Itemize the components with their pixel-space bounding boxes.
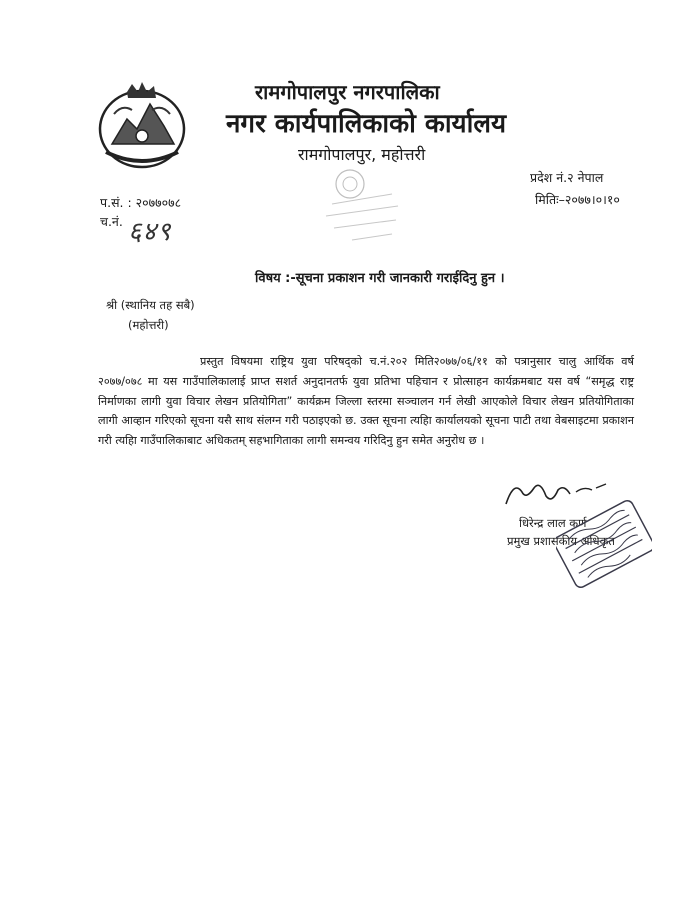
fiscal-year-reference: प.सं. : २०७७०७८	[100, 195, 182, 210]
dispatch-label: च.नं.	[100, 214, 123, 229]
letter-date: मितिः–२०७७।०।१०	[535, 192, 620, 207]
letter-subject: विषय :-सूचना प्रकाशन गरी जानकारी गराईदिनु हुन ।	[255, 271, 505, 286]
province-label: प्रदेश नं.२ नेपाल	[530, 170, 604, 185]
signer-name: धिरेन्द्र लाल कर्ण	[519, 516, 587, 530]
government-emblem-icon	[92, 74, 192, 174]
municipality-name: रामगोपालपुर नगरपालिका	[255, 80, 440, 104]
office-stamp-icon	[312, 160, 412, 250]
official-seal-icon	[556, 498, 652, 590]
letter-body	[98, 352, 634, 451]
dispatch-number: ६४९	[128, 217, 172, 247]
recipient-line-1: श्री (स्थानिय तह सबै)	[106, 298, 195, 312]
office-location: रामगोपालपुर, महोत्तरी	[298, 145, 426, 164]
office-name: नगर कार्यपालिकाको कार्यालय	[226, 109, 507, 139]
letter-body-text: प्रस्तुत विषयमा राष्ट्रिय युवा परिषद्को च.नं.२०२ मिति२०७७/०६/११ को पत्रानुसार चालु आर्थिक वर्ष २०७७/०७८ मा यस गाउँपालिकालाई प्राप्त सशर्त अनुदानतर्फ युवा प्रतिभा पहिचान र प्रोत्साहन कार्यक्रमबाट यस वर्ष “समृद्ध राष्ट्र निर्माणका लागी युवा विचार लेखन प्रतियोगिता” कार्यक्रम जिल्ला स्तरमा सञ्चालन गर्न लेखी आएकोले विचार लेखन प्रतियोगिताका लागी आव्हान गरिएको सूचना यसै साथ संलग्न गरी पठाइएको छ. उक्त सूचना त्यहिा कार्यालयको सूचना पाटी तथा वेबसाइटमा प्रकाशन गरी त्यहिा गाउँपालिकाबाट अधिकतम् सहभागिताका लागी समन्वय गरिदिनु हुन समेत अनुरोध छ ।	[98, 355, 634, 448]
signer-title: प्रमुख प्रशासकीय अधिकृत	[507, 534, 615, 548]
recipient-line-2: (महोत्तरी)	[128, 318, 169, 332]
